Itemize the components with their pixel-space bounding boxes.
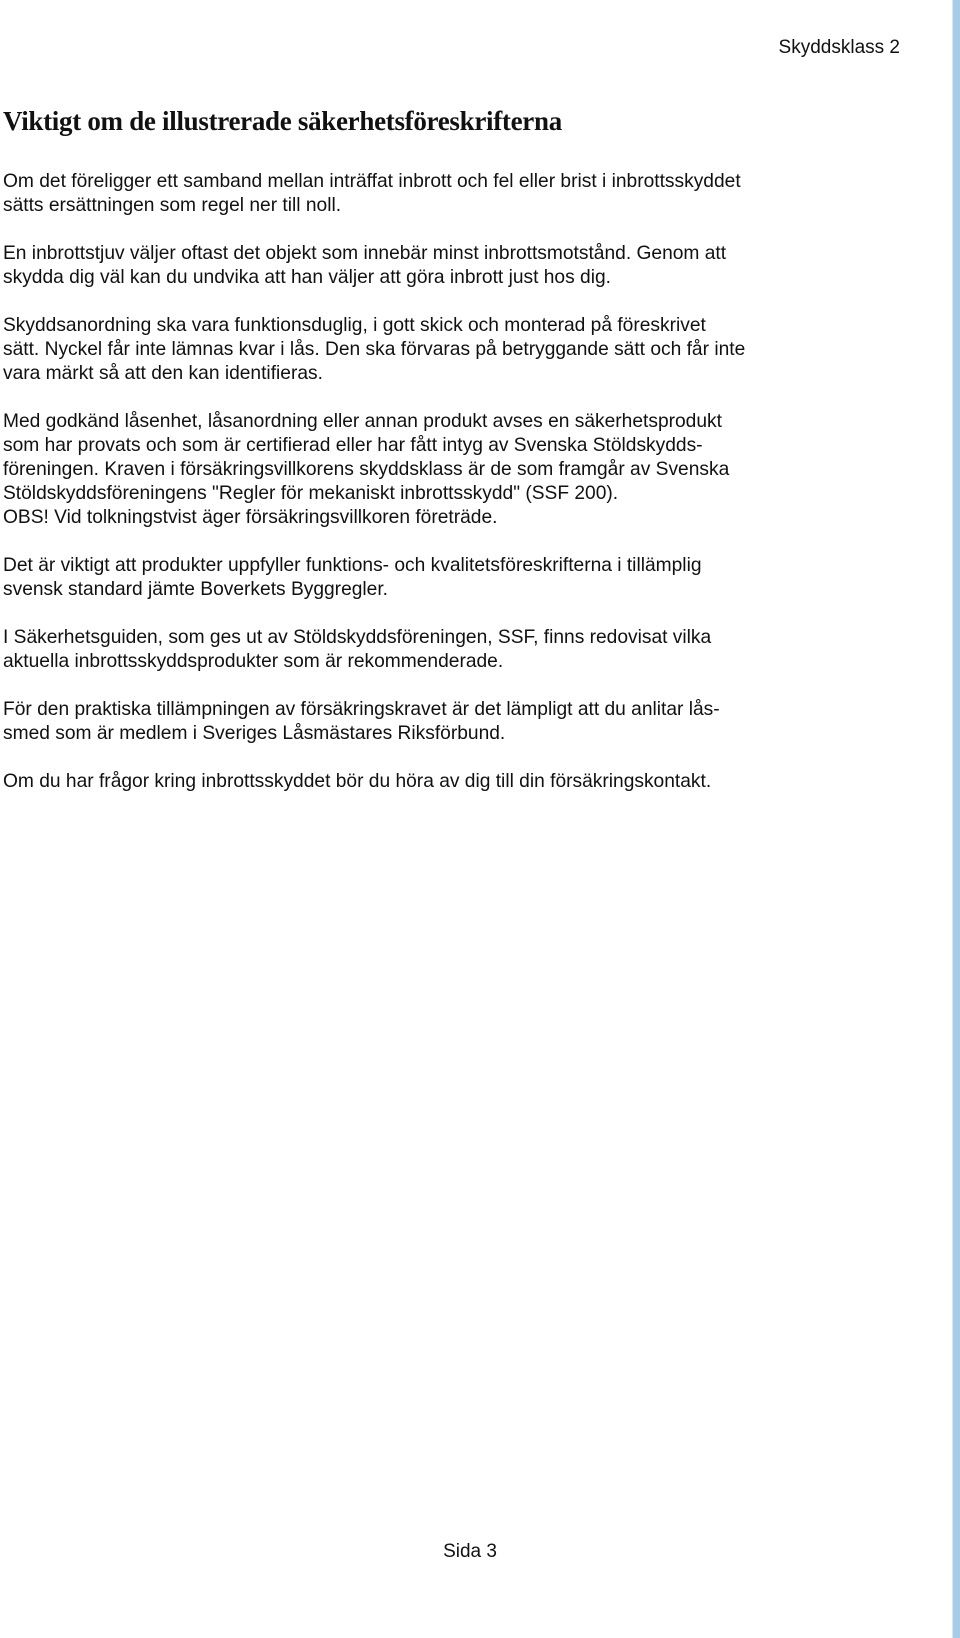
paragraph-line: som har provats och som är certifierad eller har fått intyg av Svenska Stöldskydds- <box>3 435 703 456</box>
paragraph-line: smed som är medlem i Sveriges Låsmästares Riksförbund. <box>3 723 506 744</box>
paragraph-line: sätt. Nyckel får inte lämnas kvar i lås. Den ska förvaras på betryggande sätt och får inte <box>3 339 746 360</box>
paragraph-line: Stöldskyddsföreningens "Regler för mekaniskt inbrottsskydd" (SSF 200). <box>3 483 619 504</box>
body-paragraph <box>3 410 883 530</box>
running-header: Skyddsklass 2 <box>778 37 900 58</box>
paragraph-line: vara märkt så att den kan identifieras. <box>3 363 323 384</box>
paragraph-line: Med godkänd låsenhet, låsanordning eller annan produkt avses en säkerhetsprodukt <box>3 411 722 432</box>
paragraph-line: Om det föreligger ett samband mellan inträffat inbrott och fel eller brist i inbrottsskyddet <box>3 171 741 192</box>
paragraph-line: För den praktiska tillämpningen av försäkringskravet är det lämpligt att du anlitar lås- <box>3 699 720 720</box>
paragraph-line: Skyddsanordning ska vara funktionsduglig, i gott skick och monterad på föreskrivet <box>3 315 706 336</box>
paragraph-list <box>3 170 883 794</box>
paragraph-line: sätts ersättningen som regel ner till noll. <box>3 195 342 216</box>
paragraph-line: I Säkerhetsguiden, som ges ut av Stöldskyddsföreningen, SSF, finns redovisat vilka <box>3 627 712 648</box>
paragraph-line: En inbrottstjuv väljer oftast det objekt som innebär minst inbrottsmotstånd. Genom att <box>3 243 727 264</box>
body-paragraph <box>3 242 883 290</box>
page-number: Sida 3 <box>443 1541 497 1562</box>
body-paragraph <box>3 554 883 602</box>
paragraph-line: Det är viktigt att produkter uppfyller funktions- och kvalitetsföreskrifterna i tillämplig <box>3 555 702 576</box>
paragraph-line: OBS! Vid tolkningstvist äger försäkringsvillkoren företräde. <box>3 507 498 528</box>
body-paragraph <box>3 314 883 386</box>
paragraph-line: Om du har frågor kring inbrottsskyddet bör du höra av dig till din försäkringskontakt. <box>3 771 712 792</box>
paragraph-line: skydda dig väl kan du undvika att han väljer att göra inbrott just hos dig. <box>3 267 611 288</box>
paragraph-line: föreningen. Kraven i försäkringsvillkorens skyddsklass är de som framgår av Svenska <box>3 459 730 480</box>
document-body <box>3 104 883 818</box>
body-paragraph <box>3 770 883 794</box>
paragraph-line: aktuella inbrottsskyddsprodukter som är rekommenderade. <box>3 651 504 672</box>
paragraph-line: svensk standard jämte Boverkets Byggregler. <box>3 579 389 600</box>
body-paragraph <box>3 626 883 674</box>
body-paragraph <box>3 170 883 218</box>
page-edge-stripe <box>953 0 960 1638</box>
body-paragraph <box>3 698 883 746</box>
document-title: Viktigt om de illustrerade säkerhetsföreskrifterna <box>3 106 562 136</box>
